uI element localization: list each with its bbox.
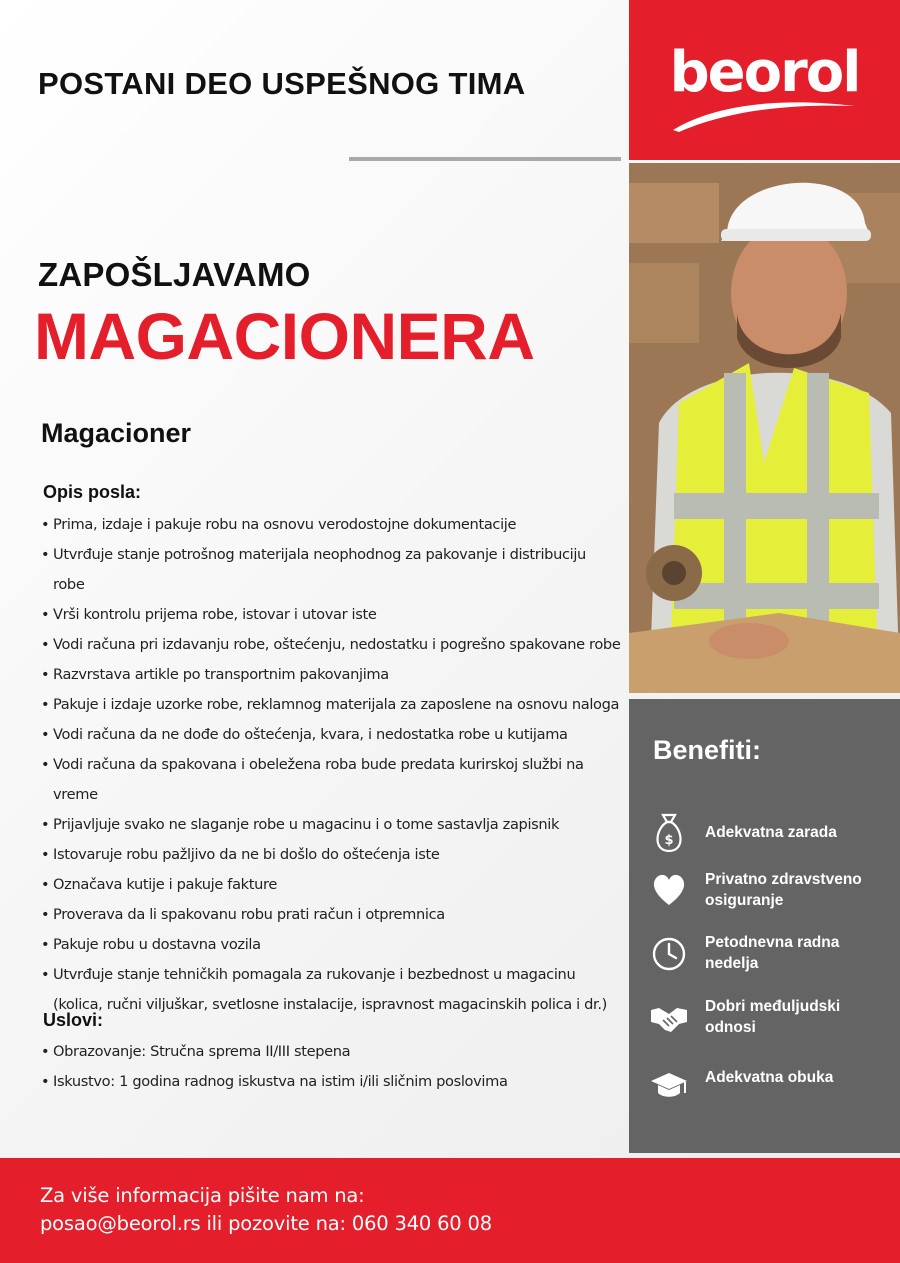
list-item: • Proverava da li spakovanu robu prati račun i otpremnica	[41, 900, 621, 930]
benefit-label: Privatno zdravstveno osiguranje	[705, 871, 862, 909]
benefit-label: Petodnevna radna nedelja	[705, 934, 840, 972]
list-item: • Pakuje robu u dostavna vozila	[41, 930, 621, 960]
warehouse-worker-illustration	[629, 163, 900, 693]
position-title: MAGACIONERA	[34, 299, 535, 373]
list-item: • Razvrstava artikle po transportnim pakovanjima	[41, 660, 621, 690]
brand-logo-panel	[629, 0, 900, 160]
benefits-title: Benefiti:	[653, 735, 761, 765]
svg-text:$: $	[664, 833, 674, 848]
contact-footer	[0, 1158, 900, 1263]
list-item: • Vodi računa pri izdavanju robe, oštećenju, nedostatku i pogrešno spakovane robe	[41, 630, 621, 660]
list-item: • Pakuje i izdaje uzorke robe, reklamnog materijala za zaposlene na osnovu naloga	[41, 690, 621, 720]
list-item: • Prijavljuje svako ne slaganje robe u magacinu i o tome sastavlja zapisnik	[41, 810, 621, 840]
role-title: Magacioner	[41, 418, 192, 448]
money-bag-icon	[649, 811, 689, 855]
divider	[349, 157, 621, 161]
description-list	[41, 510, 621, 1020]
benefit-item	[649, 811, 894, 861]
list-item: • Iskustvo: 1 godina radnog iskustva na istim i/ili sličnim poslovima	[41, 1067, 621, 1097]
contact-intro: Za više informacija pišite nam na:	[40, 1184, 365, 1207]
list-item: • Označava kutije i pakuje fakture	[41, 870, 621, 900]
clock-icon	[649, 932, 689, 976]
conditions-heading: Uslovi:	[43, 1010, 104, 1030]
list-item: • Prima, izdaje i pakuje robu na osnovu verodostojne dokumentacije	[41, 510, 621, 540]
benefit-label: Adekvatna obuka	[705, 1069, 834, 1086]
graduation-cap-icon	[649, 1065, 689, 1109]
hiring-heading: ZAPOŠLJAVAMO	[38, 256, 311, 293]
list-item: • Obrazovanje: Stručna sprema II/III stepena	[41, 1037, 621, 1067]
benefit-label: Dobri međuljudski odnosi	[705, 998, 841, 1036]
logo-swoosh-icon	[669, 96, 859, 136]
list-item: • Vodi računa da ne dođe do oštećenja, kvara, i nedostatka robe u kutijama	[41, 720, 621, 750]
handshake-icon	[649, 996, 689, 1040]
benefit-label: Adekvatna zarada	[705, 824, 837, 841]
worker-photo	[629, 163, 900, 693]
benefit-item	[649, 932, 894, 982]
list-item: • Vodi računa da spakovana i obeležena roba bude predata kurirskoj službi na vreme	[41, 750, 621, 810]
conditions-list	[41, 1037, 621, 1097]
brand-logo: beorol	[669, 40, 860, 105]
benefit-item	[649, 869, 894, 919]
page-headline: POSTANI DEO USPEŠNOG TIMA	[38, 66, 526, 101]
list-item: • Istovaruje robu pažljivo da ne bi došlo do oštećenja iste	[41, 840, 621, 870]
benefits-panel	[629, 699, 900, 1153]
benefit-item	[649, 996, 894, 1046]
heart-icon	[649, 869, 689, 913]
list-item: • Utvrđuje stanje potrošnog materijala neophodnog za pakovanje i distribuciju robe	[41, 540, 621, 600]
contact-details: posao@beorol.rs ili pozovite na: 060 340 60 08	[40, 1212, 492, 1235]
list-item: • Vrši kontrolu prijema robe, istovar i utovar iste	[41, 600, 621, 630]
benefit-item	[649, 1065, 894, 1115]
list-item: • Utvrđuje stanje tehničkih pomagala za rukovanje i bezbednost u magacinu (kolica, ručni viljuškar, svetlosne instalacije, ispravnost magacinskih polica i dr.)	[41, 960, 621, 1020]
description-heading: Opis posla:	[43, 482, 142, 502]
